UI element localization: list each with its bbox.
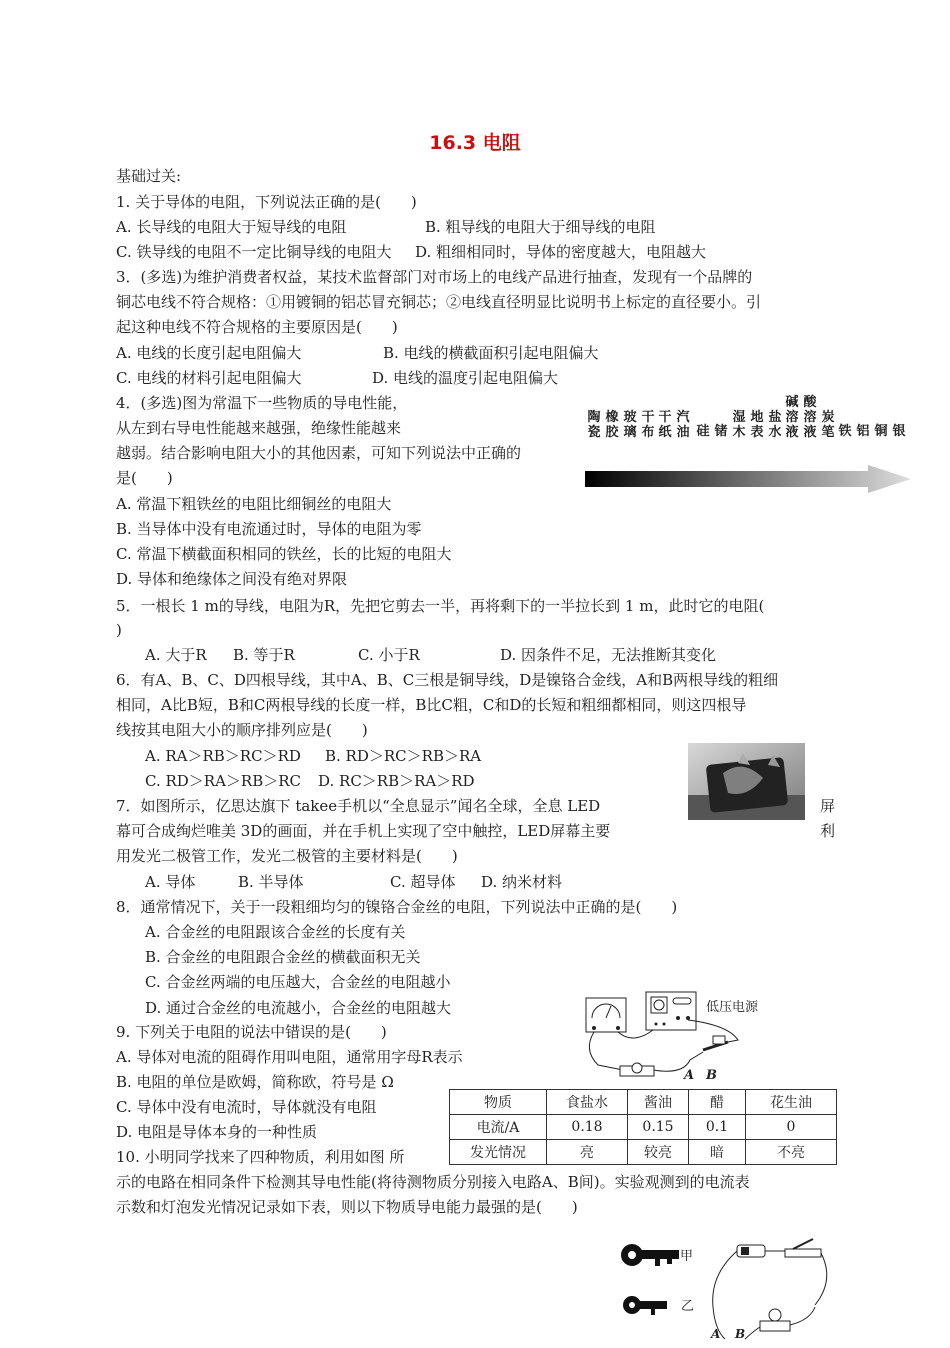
- q7-line-1: 7．如图所示，亿思达旗下 takee手机以“全息显示”闻名全球，全息 LED: [116, 797, 601, 815]
- material-label: 汽油: [676, 410, 690, 440]
- conductivity-figure: [583, 395, 913, 495]
- material-label: 湿木: [732, 410, 746, 440]
- q4-option-c: C. 常温下横截面积相同的铁丝，长的比短的电阻大: [116, 545, 452, 563]
- material-label: 陶瓷: [587, 410, 601, 440]
- q6-option-d: D. RC＞RB＞RA＞RD: [318, 772, 475, 790]
- q5-option-d: D. 因条件不足，无法推断其变化: [500, 646, 717, 664]
- section-heading: 基础过关:: [116, 167, 182, 185]
- q9-option-d: D. 电阻是导体本身的一种性质: [116, 1123, 318, 1141]
- q6-line-3: 线按其电阻大小的顺序排列应是( ): [116, 721, 368, 739]
- q7-option-b: B. 半导体: [238, 873, 304, 891]
- q10-line-3: 示数和灯泡发光情况记录如下表，则以下物质导电能力最强的是( ): [116, 1198, 578, 1216]
- table-cell: 发光情况: [450, 1140, 547, 1165]
- q1-option-c: C. 铁导线的电阻不一定比铜导线的电阻大: [116, 243, 392, 261]
- material-label: 碱溶液: [785, 395, 799, 440]
- q3-line-1: 3．(多选)为维护消费者权益，某技术监督部门对市场上的电线产品进行抽查，发现有一个品牌的: [116, 268, 753, 286]
- table-row: [450, 1140, 837, 1165]
- keys-circuit-figure: [615, 1235, 840, 1344]
- q7-option-a: A. 导体: [145, 873, 196, 891]
- q8-stem: 8．通常情况下，关于一段粗细均匀的镍铬合金丝的电阻，下列说法中正确的是( ): [116, 898, 678, 916]
- conductivity-arrow: [583, 410, 913, 495]
- q3-option-d: D. 电线的温度引起电阻偏大: [372, 369, 559, 387]
- table-header-cell: 食盐水: [547, 1090, 628, 1115]
- q5-option-b: B. 等于R: [233, 646, 295, 664]
- material-label: 盐水: [768, 410, 782, 440]
- q3-line-2: 铜芯电线不符合规格：①用镀铜的铝芯冒充铜芯；②电线直径明显比说明书上标定的直径要小。引: [116, 293, 762, 311]
- table-cell: 较亮: [628, 1140, 689, 1165]
- q6-line-2: 相同，A比B短，B和C两根导线的长度一样，B比C粗，C和D的长短和粗细都相同，则这四根导: [116, 696, 747, 714]
- q5-line-2: ): [116, 621, 122, 639]
- results-table: [449, 1089, 837, 1165]
- table-cell: 0.18: [547, 1115, 628, 1140]
- key-yi-label: 乙: [681, 1299, 695, 1314]
- q1-option-a: A. 长导线的电阻大于短导线的电阻: [116, 218, 347, 236]
- q3-option-c: C. 电线的材料引起电阻偏大: [116, 369, 302, 387]
- q8-option-d: D. 通过合金丝的电流越小，合金丝的电阻越大: [145, 999, 452, 1017]
- q4-option-b: B. 当导体中没有电流通过时，导体的电阻为零: [116, 520, 422, 538]
- page-title: 16.3 电阻: [429, 132, 521, 154]
- q10-line-2: 示的电路在相同条件下检测其导电性能(将待测物质分别接入电路A、B间)。实验观测到的电流表: [116, 1173, 750, 1191]
- q9-option-b: B. 电阻的单位是欧姆，简称欧，符号是 Ω: [116, 1073, 394, 1091]
- table-cell: 0.1: [689, 1115, 746, 1140]
- table-cell: 亮: [547, 1140, 628, 1165]
- material-label: 酸溶液: [803, 395, 817, 440]
- q9-option-c: C. 导体中没有电流时，导体就没有电阻: [116, 1098, 377, 1116]
- q1-option-d: D. 粗细相同时，导体的密度越大，电阻越大: [415, 243, 707, 261]
- q5-line-1: 5．一根长 1 m的导线，电阻为R，先把它剪去一半，再将剩下的一半拉长到 1 m，此时它的电阻(: [116, 597, 765, 615]
- q4-line-3: 越弱。结合影响电阻大小的其他因素，可知下列说法中正确的: [116, 444, 522, 462]
- q3-option-a: A. 电线的长度引起电阻偏大: [116, 344, 302, 362]
- table-cell: 电流/A: [450, 1115, 547, 1140]
- table-cell: 不亮: [746, 1140, 837, 1165]
- material-label: 铁: [838, 424, 852, 439]
- material-label: 铜: [874, 424, 888, 439]
- q6-option-c: C. RD＞RA＞RB＞RC: [145, 772, 302, 790]
- material-label: 橡胶: [605, 410, 619, 440]
- q7-option-c: C. 超导体: [390, 873, 456, 891]
- material-label: 硅: [696, 424, 710, 439]
- q5-option-a: A. 大于R: [145, 646, 207, 664]
- q1-stem: 1. 关于导体的电阻，下列说法正确的是( ): [116, 193, 417, 211]
- q3-line-3: 起这种电线不符合规格的主要原因是( ): [116, 318, 398, 336]
- q7-option-d: D. 纳米材料: [481, 873, 563, 891]
- q3-option-b: B. 电线的横截面积引起电阻偏大: [383, 344, 599, 362]
- q6-line-1: 6．有A、B、C、D四根导线，其中A、B、C三根是铜导线，D是镍铬合金线，A和B两根导线的粗细: [116, 671, 779, 689]
- circuit-figure: [578, 990, 778, 1085]
- material-label: 铝: [856, 424, 870, 439]
- material-label: 干布: [641, 410, 655, 440]
- table-header-cell: 花生油: [746, 1090, 837, 1115]
- table-cell: 0.15: [628, 1115, 689, 1140]
- key-jia-label: 甲: [680, 1249, 694, 1264]
- q9-stem: 9. 下列关于电阻的说法中错误的是( ): [116, 1023, 387, 1041]
- table-row: [450, 1115, 837, 1140]
- material-label: 银: [892, 424, 906, 439]
- q6-option-b: B. RD＞RC＞RB＞RA: [325, 747, 482, 765]
- q4-option-a: A. 常温下粗铁丝的电阻比细铜丝的电阻大: [116, 495, 392, 513]
- q7-line-3: 用发光二极管工作，发光二极管的主要材料是( ): [116, 847, 458, 865]
- q8-option-b: B. 合金丝的电阻跟合金丝的横截面积无关: [145, 948, 421, 966]
- q7-line-2: 幕可合成绚烂唯美 3D的画面，并在手机上实现了空中触控，LED屏幕主要: [116, 822, 611, 840]
- power-supply-label: 低压电源: [706, 1000, 759, 1015]
- material-label: 地表: [750, 410, 764, 440]
- q4-line-2: 从左到右导电性能越来越强，绝缘性能越来: [116, 419, 402, 437]
- table-header-cell: 醋: [689, 1090, 746, 1115]
- material-label: 锗: [714, 424, 728, 439]
- material-label: 炭笔: [821, 410, 835, 440]
- table-header-cell: 酱油: [628, 1090, 689, 1115]
- table-cell: 0: [746, 1115, 837, 1140]
- q5-option-c: C. 小于R: [358, 646, 420, 664]
- terminal-a-label: A: [684, 1068, 695, 1083]
- material-label: 玻璃: [623, 410, 637, 440]
- q10-line-1: 10. 小明同学找来了四种物质，利用如图 所: [116, 1148, 405, 1166]
- q7-line-1-end: 屏: [820, 797, 836, 815]
- table-cell: 暗: [689, 1140, 746, 1165]
- phone-photo: [688, 743, 805, 820]
- terminal-a-bottom: A: [711, 1327, 721, 1341]
- q6-option-a: A. RA＞RB＞RC＞RD: [145, 747, 301, 765]
- q4-line-4: 是( ): [116, 469, 173, 487]
- q4-option-d: D. 导体和绝缘体之间没有绝对界限: [116, 570, 348, 588]
- q8-option-a: A. 合金丝的电阻跟该合金丝的长度有关: [145, 923, 406, 941]
- terminal-b-bottom: B: [735, 1327, 746, 1341]
- table-header-cell: 物质: [450, 1090, 547, 1115]
- q1-option-b: B. 粗导线的电阻大于细导线的电阻: [425, 218, 656, 236]
- q8-option-c: C. 合金丝两端的电压越大，合金丝的电阻越小: [145, 973, 451, 991]
- q4-line-1: 4．(多选)图为常温下一些物质的导电性能，: [116, 394, 408, 412]
- q7-line-2-end: 利: [820, 822, 836, 840]
- terminal-b-label: B: [706, 1068, 717, 1083]
- q9-option-a: A. 导体对电流的阻碍作用叫电阻，通常用字母R表示: [116, 1048, 463, 1066]
- material-label: 干纸: [658, 410, 672, 440]
- table-header-row: [450, 1090, 837, 1115]
